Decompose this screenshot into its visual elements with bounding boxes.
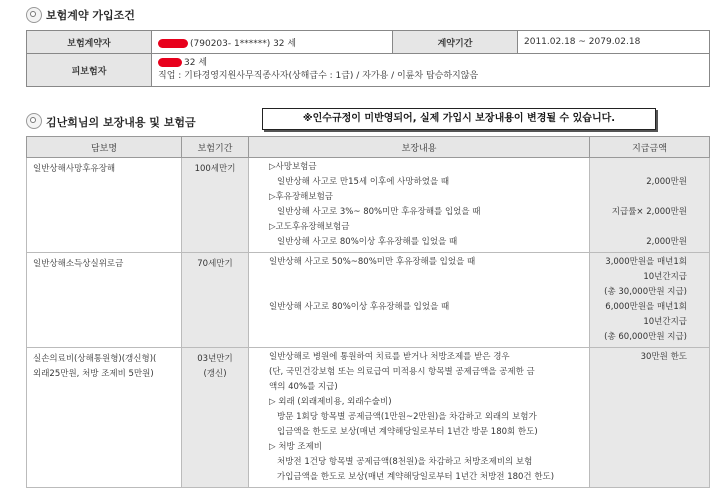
contractor-value: (790203- 1******) 32 세 — [152, 31, 393, 54]
coverage-name: 실손의료비(상해통원형)(갱신형)( 외래25만원, 처방 조제비 5만원) — [27, 348, 182, 488]
coverage-details: 일반상해로 병원에 통원하여 치료를 받거나 처방조제를 받은 경우 (단, 국민건강보험 또는 의료급여 미적용시 항목별 공제금액을 공제한 금 액의 40%를 지급) ▷ 외래 (외래제비용, 외래수술비) 방문 1회당 항목별 공제금액(1만원~2만원)을 차감하고 외래의 보험가 입금액을 한도로 보상(매년 계약해당일로부터 1년간 방문 180회 한도) ▷ 처방 조제비 처방전 1건당 항목별 공제금액(8천원)을 차감하고 처방조제비의 보험 가입금액을 한도로 보상(매년 계약해당일로부터 1년간 처방전 180건 한도) — [249, 348, 590, 488]
period-label: 계약기간 — [393, 31, 518, 54]
coverage-table — [26, 136, 710, 488]
table-row — [27, 158, 710, 253]
insured-job: 직업 : 기타경영지원사무직종사자(상해급수 : 1급) / 자가용 / 이륜차 탑승하지않음 — [158, 71, 479, 81]
section-title-coverage: 김난희님의 보장내용 및 보험금 — [46, 116, 196, 129]
period-value: 2011.02.18 ~ 2079.02.18 — [518, 31, 710, 54]
coverage-period: 03년만기 (갱신) — [182, 348, 249, 488]
section-bullet-icon — [26, 7, 42, 23]
col-header-coverage: 담보명 — [27, 137, 182, 158]
redacted-name — [158, 39, 188, 48]
coverage-amount: 3,000만원을 매년1회 10년간지급 (총 30,000만원 지급) 6,000만원을 매년1회 10년간지급 (총 60,000만원 지급) — [590, 253, 710, 348]
coverage-name: 일반상해사망후유장해 — [27, 158, 182, 253]
col-header-period: 보험기간 — [182, 137, 249, 158]
coverage-amount: 2,000만원 지급률× 2,000만원 2,000만원 — [590, 158, 710, 253]
contractor-label: 보험계약자 — [27, 31, 152, 54]
coverage-details: 일반상해 사고로 50%~80%미만 후유장해를 입었을 때 일반상해 사고로 80%이상 후유장해를 입었을 때 — [249, 253, 590, 348]
section-bullet-icon — [26, 113, 42, 129]
insured-value: 32 세 직업 : 기타경영지원사무직종사자(상해급수 : 1급) / 자가용 / 이륜차 탑승하지않음 — [152, 54, 710, 87]
contract-conditions-table — [26, 30, 710, 87]
notice-box: ※인수규정이 미반영되어, 실제 가입시 보장내용이 변경될 수 있습니다. — [262, 108, 656, 130]
coverage-period: 100세만기 — [182, 158, 249, 253]
section-title-contract: 보험계약 가입조건 — [46, 9, 135, 22]
coverage-amount: 30만원 한도 — [590, 348, 710, 488]
coverage-name: 일반상해소득상실위로금 — [27, 253, 182, 348]
col-header-amount: 지급금액 — [590, 137, 710, 158]
table-row — [27, 348, 710, 488]
col-header-details: 보장내용 — [249, 137, 590, 158]
insured-label: 피보험자 — [27, 54, 152, 87]
coverage-period: 70세만기 — [182, 253, 249, 348]
coverage-details: ▷사망보험금 일반상해 사고로 만15세 이후에 사망하였을 때 ▷후유장해보험금 일반상해 사고로 3%~ 80%미만 후유장해를 입었을 때 ▷고도후유장해보험금 일반상해 사고로 80%이상 후유장해를 입었을 때 — [249, 158, 590, 253]
table-row — [27, 253, 710, 348]
redacted-name — [158, 58, 182, 67]
